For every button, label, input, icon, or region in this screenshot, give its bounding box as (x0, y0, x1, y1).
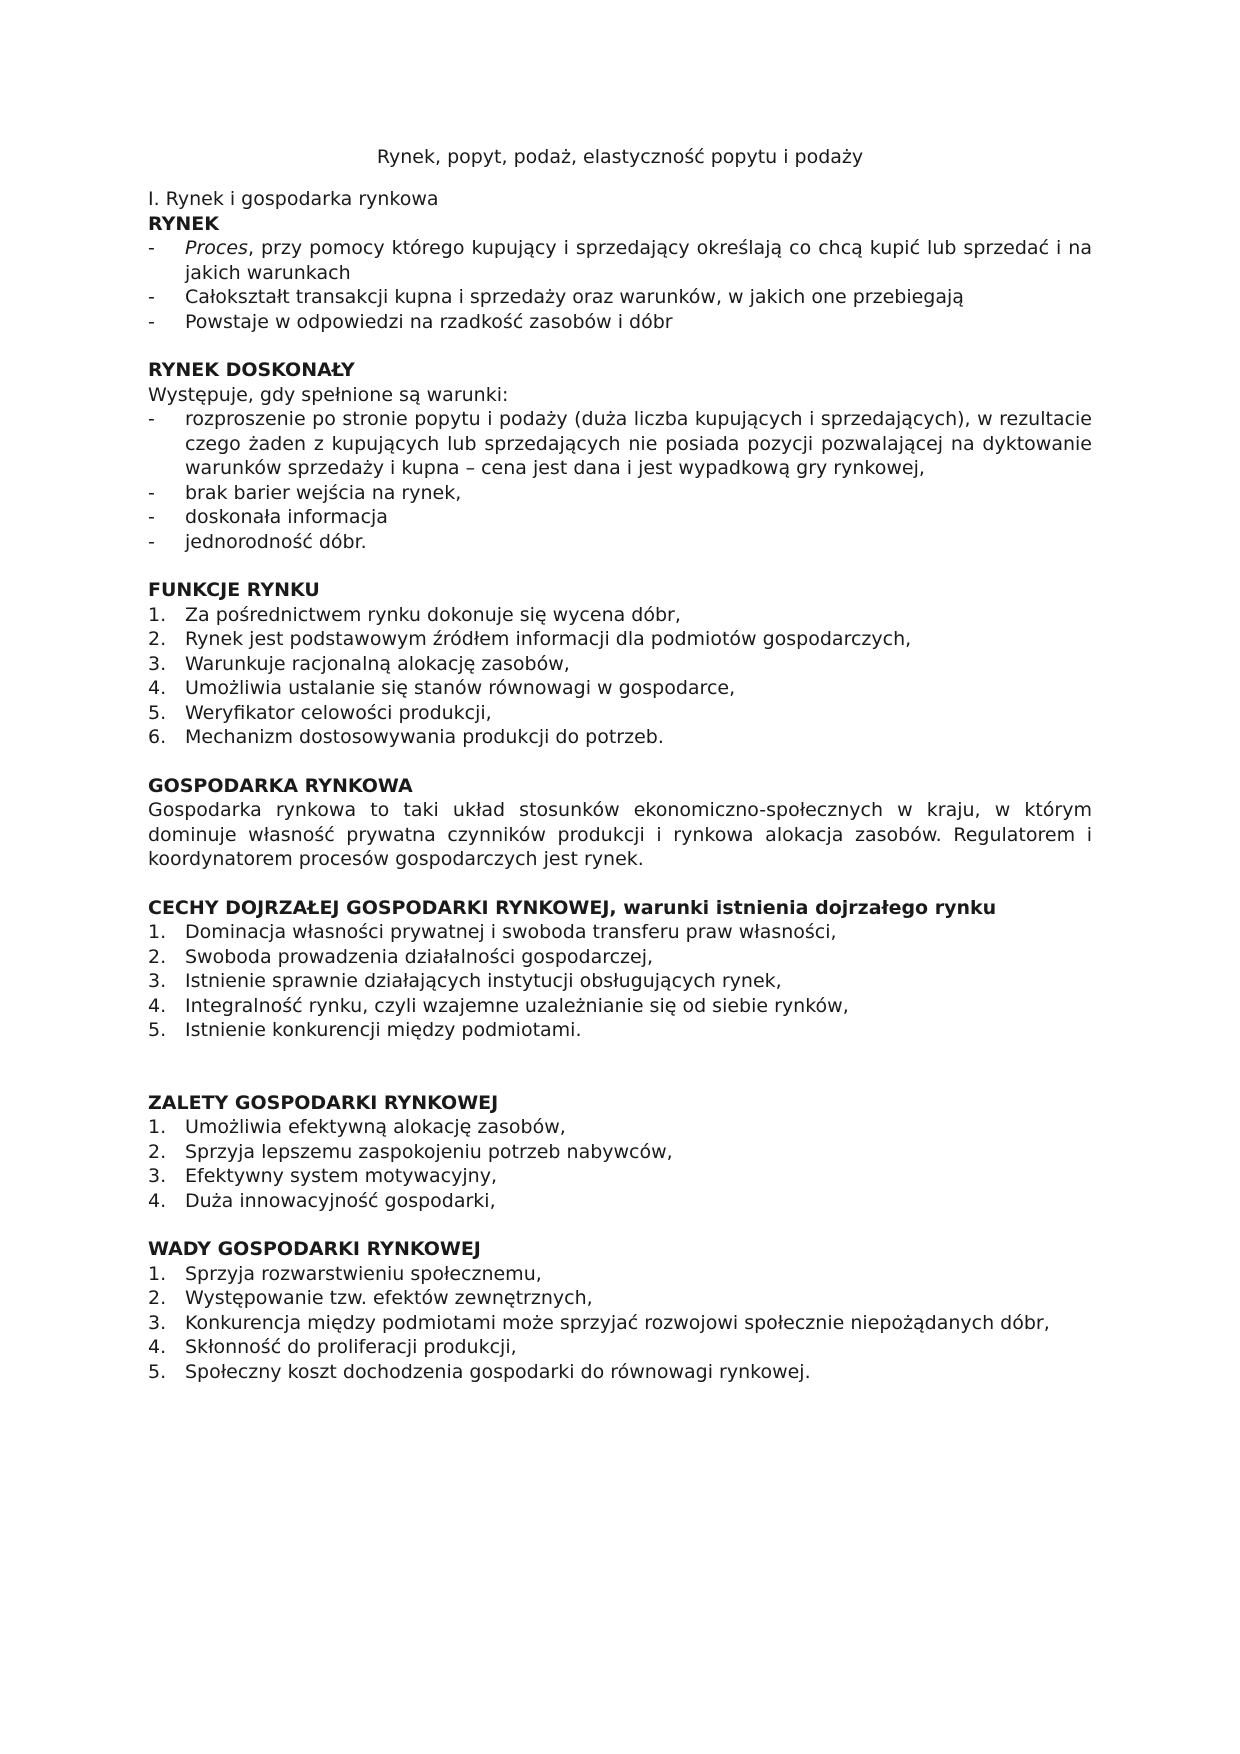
list-item (148, 945, 1092, 970)
list-rynek (148, 236, 1092, 334)
list-item (148, 505, 1092, 530)
list-item (148, 1018, 1092, 1043)
list-zalety (148, 1115, 1092, 1213)
list-marker: - (148, 481, 155, 504)
list-marker: - (148, 408, 155, 430)
list-marker: - (148, 237, 155, 259)
spacer (148, 872, 1092, 896)
list-marker: 2. (148, 1140, 167, 1163)
heading-wady: WADY GOSPODARKI RYNKOWEJ (148, 1238, 481, 1260)
list-item-text: Skłonność do proliferacji produkcji, (185, 1336, 517, 1358)
list-item (148, 969, 1092, 994)
list-marker: - (148, 310, 155, 333)
list-item (148, 652, 1092, 677)
list-marker: 4. (148, 1189, 167, 1212)
list-marker: 5. (148, 1019, 167, 1041)
list-marker: 3. (148, 1165, 167, 1187)
list-item (148, 310, 1092, 335)
list-item-text: , przy pomocy którego kupujący i sprzedający określają co chcą kupić lub sprzedać i na jakich warunkach (185, 237, 1092, 284)
list-marker: 3. (148, 652, 167, 675)
list-item (148, 1360, 1092, 1385)
list-item (148, 530, 1092, 555)
list-marker: 2. (148, 628, 167, 650)
list-marker: 5. (148, 701, 167, 724)
list-item (148, 1115, 1092, 1140)
list-item (148, 1189, 1092, 1214)
paragraph-gospodarka-rynkowa: Gospodarka rynkowa to taki układ stosunków ekonomiczno-społecznych w kraju, w którym dominuje własność prywatna czynników produkcji i rynkowa alokacja zasobów. Regulatorem i koordynatorem procesów gospodarczych jest rynek. (148, 799, 1092, 870)
list-item (148, 603, 1092, 628)
list-marker: 4. (148, 677, 167, 699)
list-marker: 2. (148, 945, 167, 968)
list-item-text: Warunkuje racjonalną alokację zasobów, (185, 652, 570, 675)
list-item-text: jednorodność dóbr. (185, 530, 367, 553)
list-marker: 4. (148, 1336, 167, 1358)
spacer (148, 750, 1092, 774)
section-title: I. Rynek i gospodarka rynkowa (148, 188, 439, 210)
list-item (148, 1262, 1092, 1287)
list-marker: 1. (148, 603, 167, 626)
list-item-text: Swoboda prowadzenia działalności gospodarczej, (185, 945, 654, 968)
heading-gospodarka-rynkowa: GOSPODARKA RYNKOWA (148, 774, 413, 797)
list-item (148, 994, 1092, 1019)
heading-rynek: RYNEK (148, 212, 219, 235)
list-item-text: Za pośrednictwem rynku dokonuje się wycena dóbr, (185, 603, 681, 626)
list-marker: - (148, 530, 155, 553)
list-item-text: Sprzyja lepszemu zaspokojeniu potrzeb nabywców, (185, 1140, 673, 1163)
list-item-text: Sprzyja rozwarstwieniu społecznemu, (185, 1262, 542, 1285)
document-title: Rynek, popyt, podaż, elastyczność popytu i podaży (376, 146, 864, 168)
list-item-text: Istnienie sprawnie działających instytucji obsługujących rynek, (185, 970, 782, 992)
list-marker: 5. (148, 1360, 167, 1383)
list-item-text: Konkurencja między podmiotami może sprzyjać rozwojowi społecznie niepożądanych dóbr, (185, 1311, 1050, 1334)
list-item (148, 1140, 1092, 1165)
list-item-text: Występowanie tzw. efektów zewnętrznych, (185, 1287, 593, 1309)
spacer (148, 334, 1092, 358)
list-item (148, 627, 1092, 652)
list-cechy (148, 920, 1092, 1043)
document-page (148, 145, 1092, 1384)
list-wady (148, 1262, 1092, 1385)
list-funkcje-rynku (148, 603, 1092, 750)
list-item (148, 1164, 1092, 1189)
list-item (148, 481, 1092, 506)
list-marker: - (148, 286, 155, 308)
list-marker: - (148, 506, 155, 528)
list-item (148, 285, 1092, 310)
list-item-text: Umożliwia efektywną alokację zasobów, (185, 1116, 566, 1138)
list-item-text: Integralność rynku, czyli wzajemne uzależnianie się od siebie rynków, (185, 994, 849, 1017)
heading-zalety: ZALETY GOSPODARKI RYNKOWEJ (148, 1091, 499, 1114)
list-item (148, 1335, 1092, 1360)
list-marker: 1. (148, 1116, 167, 1138)
spacer (148, 554, 1092, 578)
list-item (148, 1311, 1092, 1336)
list-marker: 3. (148, 970, 167, 992)
emphasis-term: Proces (185, 237, 248, 259)
list-item (148, 1286, 1092, 1311)
list-item (148, 236, 1092, 285)
list-item-text: rozproszenie po stronie popytu i podaży (duża liczba kupujących i sprzedających), w rezultacie czego żaden z kupujących lub sprzedających nie posiada pozycji pozwalającej na dyktowanie warunków sprzedaży i kupna – cena jest dana i jest wypadkową gry rynkowej, (185, 408, 1092, 479)
list-marker: 2. (148, 1287, 167, 1309)
list-marker: 1. (148, 1262, 167, 1285)
spacer (148, 1043, 1092, 1091)
list-item-text: Społeczny koszt dochodzenia gospodarki do równowagi rynkowej. (185, 1360, 811, 1383)
list-item-text: Weryfikator celowości produkcji, (185, 701, 492, 724)
list-item (148, 920, 1092, 945)
list-item-text: doskonała informacja (185, 506, 388, 528)
list-marker: 3. (148, 1311, 167, 1334)
intro-text: Występuje, gdy spełnione są warunki: (148, 383, 509, 406)
list-item-text: Umożliwia ustalanie się stanów równowagi w gospodarce, (185, 677, 736, 699)
list-item (148, 676, 1092, 701)
list-item-text: Mechanizm dostosowywania produkcji do potrzeb. (185, 726, 664, 748)
list-item (148, 701, 1092, 726)
heading-funkcje-rynku: FUNKCJE RYNKU (148, 579, 320, 601)
list-item-text: Istnienie konkurencji między podmiotami. (185, 1019, 582, 1041)
list-item-text: Dominacja własności prywatnej i swoboda transferu praw własności, (185, 921, 837, 943)
list-marker: 4. (148, 994, 167, 1017)
spacer (148, 1213, 1092, 1237)
list-item-text: brak barier wejścia na rynek, (185, 481, 462, 504)
list-item-text: Rynek jest podstawowym źródłem informacji dla podmiotów gospodarczych, (185, 628, 912, 650)
list-item (148, 407, 1092, 481)
list-item-text: Powstaje w odpowiedzi na rzadkość zasobów i dóbr (185, 310, 673, 333)
list-item-text: Duża innowacyjność gospodarki, (185, 1189, 496, 1212)
heading-cechy: CECHY DOJRZAŁEJ GOSPODARKI RYNKOWEJ, warunki istnienia dojrzałego rynku (148, 896, 997, 919)
list-marker: 6. (148, 726, 167, 748)
list-item-text: Całokształt transakcji kupna i sprzedaży oraz warunków, w jakich one przebiegają (185, 286, 964, 308)
list-item (148, 725, 1092, 750)
list-marker: 1. (148, 921, 167, 943)
list-rynek-doskonaly (148, 407, 1092, 554)
list-item-text: Efektywny system motywacyjny, (185, 1165, 497, 1187)
heading-rynek-doskonaly: RYNEK DOSKONAŁY (148, 359, 355, 381)
